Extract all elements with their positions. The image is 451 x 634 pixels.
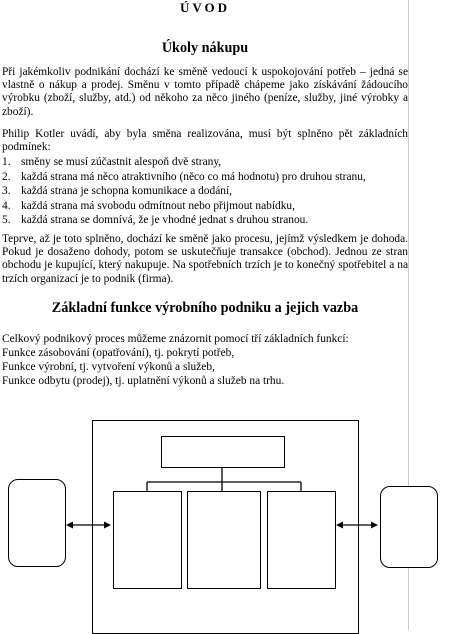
function-line-sales: Funkce odbytu (prodej), tj. uplatnění výkonů a služeb na trhu. (2, 375, 285, 387)
page-title: ÚVOD (179, 0, 231, 15)
function-box-supply (113, 491, 182, 589)
function-line-production: Funkce výrobní, tj. vytvoření výkonů a služeb, (2, 361, 215, 373)
list-item: 3. každá strana je schopna komunikace a dodání, (2, 185, 232, 198)
list-item: 4. každá strana má svobodu odmítnout nebo přijmout nabídku, (2, 199, 295, 212)
arrowhead-icon (66, 522, 73, 529)
section-heading-purchasing: Úkoly nákupu (161, 40, 249, 56)
enterprise-top-box (161, 436, 285, 468)
functions-intro-line: Celkový podnikový proces můžeme znázornit pomocí tří základních funkcí: (2, 333, 349, 345)
conditions-list (2, 156, 408, 229)
arrowhead-icon (371, 522, 378, 529)
paragraph-exchange: Při jakémkoliv podnikání dochází ke směně vedoucí k uspokojování potřeb – jedná se vlastně o nákup a prodej. Směnu v tomto případě chápeme jako získávání žádoucího výrobku (zboží, služby, atd.) od někoho za něco jiného (peníze, služby, jiné výrobky a zboží). (2, 66, 408, 118)
paragraph-transaction: Teprve, až je toto splněno, dochází ke směně jako procesu, jejímž výsledkem je dohoda. Pokud je dosaženo dohody, potom se uskutečňuje transakce (obchod). Jednou ze stran obchodu je kupující, který nakupuje. Na spotřebních trzích je to konečný spotřebitel a na trzích organizací je to podnik (firma). (2, 233, 408, 285)
supplier-box (8, 479, 66, 567)
paragraph-kotler: Philip Kotler uvádí, aby byla směna realizována, musí být splněno pět základních podmínek: (2, 128, 408, 154)
list-item: 2. každá strana má něco atraktivního (něco co má hodnotu) pro druhou stranu, (2, 170, 366, 183)
functions-list (2, 333, 408, 389)
list-item: 5. každá strana se domnívá, že je vhodné jednat s druhou stranou. (2, 214, 309, 227)
section-heading-functions: Základní funkce výrobního podniku a jejich vazba (51, 300, 359, 316)
list-item: 1. směny se musí zúčastnit alespoň dvě strany, (2, 156, 222, 168)
function-box-sales (267, 491, 336, 589)
function-box-production (187, 491, 261, 589)
function-line-supply: Funkce zásobování (opatřování), tj. pokrytí potřeb, (2, 347, 235, 359)
customer-box (380, 486, 438, 568)
